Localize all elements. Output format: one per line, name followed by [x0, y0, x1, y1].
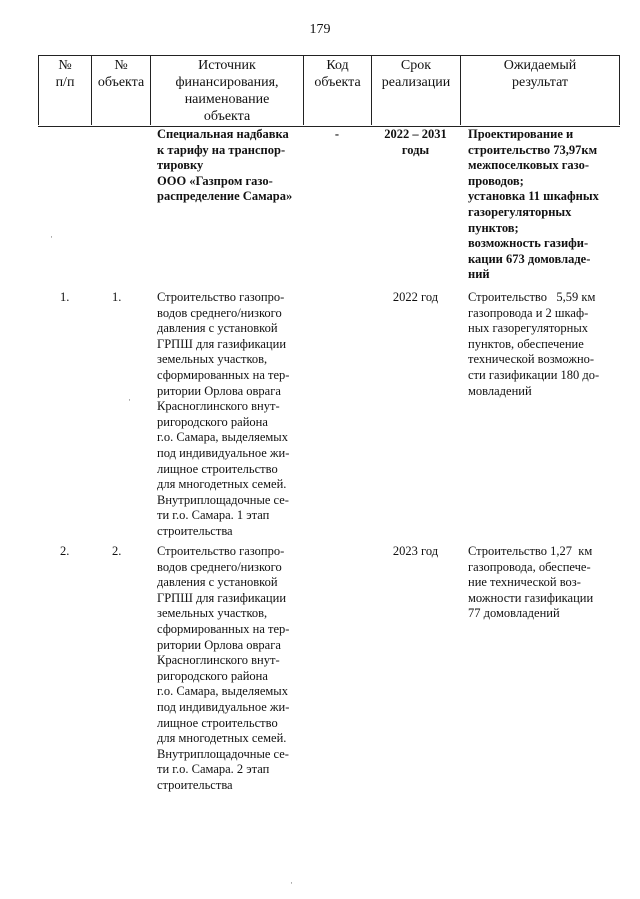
header-line: № — [114, 58, 128, 73]
row-result — [468, 290, 620, 399]
row-term — [371, 127, 460, 158]
text-line: строительства — [157, 777, 233, 792]
text-line: строительства — [157, 523, 233, 538]
text-line: Внутриплощадочные се- — [157, 492, 289, 507]
text-line: Внутриплощадочные се- — [157, 746, 289, 761]
text-line: 77 домовладений — [468, 606, 560, 621]
text-line: ных газорегуляторных — [468, 321, 589, 336]
header-line: п/п — [55, 75, 75, 90]
text-line: возможность газифи- — [468, 236, 589, 251]
text-line: 2022 – 2031 — [384, 127, 447, 141]
text-line: ригородского района — [157, 668, 268, 683]
row-result — [468, 544, 620, 622]
row-source — [157, 127, 303, 205]
text-line: газопровода, обеспече- — [468, 559, 591, 574]
text-line: водов среднего/низкого — [157, 559, 282, 574]
text-line: Специальная надбавка — [157, 127, 289, 141]
text-line: установка 11 шкафных — [468, 189, 599, 204]
text-line: ритории Орлова оврага — [157, 383, 281, 398]
text-line: под индивидуальное жи- — [157, 699, 290, 714]
header-line: объекта — [314, 75, 361, 90]
text-line: Строительство газопро- — [157, 544, 285, 558]
text-line: годы — [401, 142, 430, 157]
text-line: пунктов; — [468, 220, 519, 235]
text-line: для многодетных семей. — [157, 731, 287, 746]
text-line: Строительство 1,27 км — [468, 544, 593, 558]
row-source — [157, 544, 303, 794]
row-number: 1. — [60, 290, 70, 304]
scan-speck: · — [128, 395, 131, 405]
text-line: ГРПШ для газификации — [157, 336, 287, 351]
header-code — [303, 55, 371, 125]
text-line: распределение Самара» — [157, 189, 293, 204]
text-line: ти г.о. Самара. 1 этап — [157, 508, 270, 523]
text-line: кации 673 домовладе- — [468, 251, 591, 266]
text-line: ний — [468, 267, 490, 282]
row-object-number: 1. — [112, 290, 122, 304]
text-line: земельных участков, — [157, 606, 268, 621]
text-line: ритории Орлова оврага — [157, 637, 281, 652]
scan-speck: · — [290, 878, 293, 888]
header-term — [371, 55, 460, 125]
text-line: Строительство газопро- — [157, 290, 285, 304]
text-line: под индивидуальное жи- — [157, 445, 290, 460]
row-source — [157, 290, 303, 540]
header-line: Код — [326, 58, 349, 73]
header-line: наименование — [184, 92, 270, 107]
header-source — [150, 55, 303, 125]
header-line: реализации — [381, 75, 451, 90]
row-result — [468, 127, 620, 283]
header-line: объекта — [203, 109, 251, 124]
header-line: Ожидаемый — [503, 58, 577, 73]
text-line: давления с установкой — [157, 321, 278, 336]
text-line: сти газификации 180 до- — [468, 367, 600, 382]
text-line: водов среднего/низкого — [157, 305, 282, 320]
text-line: г.о. Самара, выделяемых — [157, 430, 288, 445]
header-line: результат — [511, 75, 569, 90]
text-line: г.о. Самара, выделяемых — [157, 684, 288, 699]
header-line: объекта — [97, 75, 145, 90]
text-line: ООО «Газпром газо- — [157, 173, 273, 188]
text-line: лищное строительство — [157, 461, 278, 476]
text-line: можности газификации — [468, 590, 594, 605]
header-row-number — [38, 55, 91, 125]
text-line: давления с установкой — [157, 575, 278, 590]
text-line: ригородского района — [157, 414, 268, 429]
text-line: Проектирование и — [468, 127, 574, 141]
text-line: ние технической воз- — [468, 575, 581, 590]
text-line: пунктов, обеспечение — [468, 336, 584, 351]
header-line: № — [58, 58, 72, 73]
text-line: земельных участков, — [157, 352, 268, 367]
text-line: газорегуляторных — [468, 204, 572, 219]
header-line: Источник — [198, 58, 256, 73]
page-number: 179 — [309, 22, 331, 37]
text-line: сформированных на тер- — [157, 367, 290, 382]
header-line: Срок — [400, 58, 432, 73]
text-line: мовладений — [468, 383, 532, 398]
text-line: ГРПШ для газификации — [157, 590, 287, 605]
text-line: 2023 год — [392, 544, 439, 558]
row-code: - — [334, 127, 340, 141]
text-line: ти г.о. Самара. 2 этап — [157, 762, 270, 777]
header-object-number — [91, 55, 150, 125]
row-term — [371, 544, 460, 560]
row-term — [371, 290, 460, 306]
text-line: лищное строительство — [157, 715, 278, 730]
text-line: к тарифу на транспор- — [157, 142, 286, 157]
text-line: межпоселковых газо- — [468, 158, 589, 173]
text-line: технической возможно- — [468, 352, 595, 367]
text-line: Строительство 5,59 км — [468, 290, 596, 304]
text-line: Красноглинского внут- — [157, 653, 280, 668]
header-line: финансирования, — [175, 75, 279, 90]
row-number: 2. — [60, 544, 70, 558]
text-line: 2022 год — [392, 290, 439, 304]
text-line: строительство 73,97км — [468, 142, 598, 157]
scan-speck: · — [50, 232, 53, 242]
text-line: Красноглинского внут- — [157, 399, 280, 414]
text-line: для многодетных семей. — [157, 477, 287, 492]
text-line: тировку — [157, 158, 204, 173]
text-line: газопровода и 2 шкаф- — [468, 305, 589, 320]
header-result — [460, 55, 620, 125]
text-line: проводов; — [468, 173, 524, 188]
row-object-number: 2. — [112, 544, 122, 558]
text-line: сформированных на тер- — [157, 621, 290, 636]
